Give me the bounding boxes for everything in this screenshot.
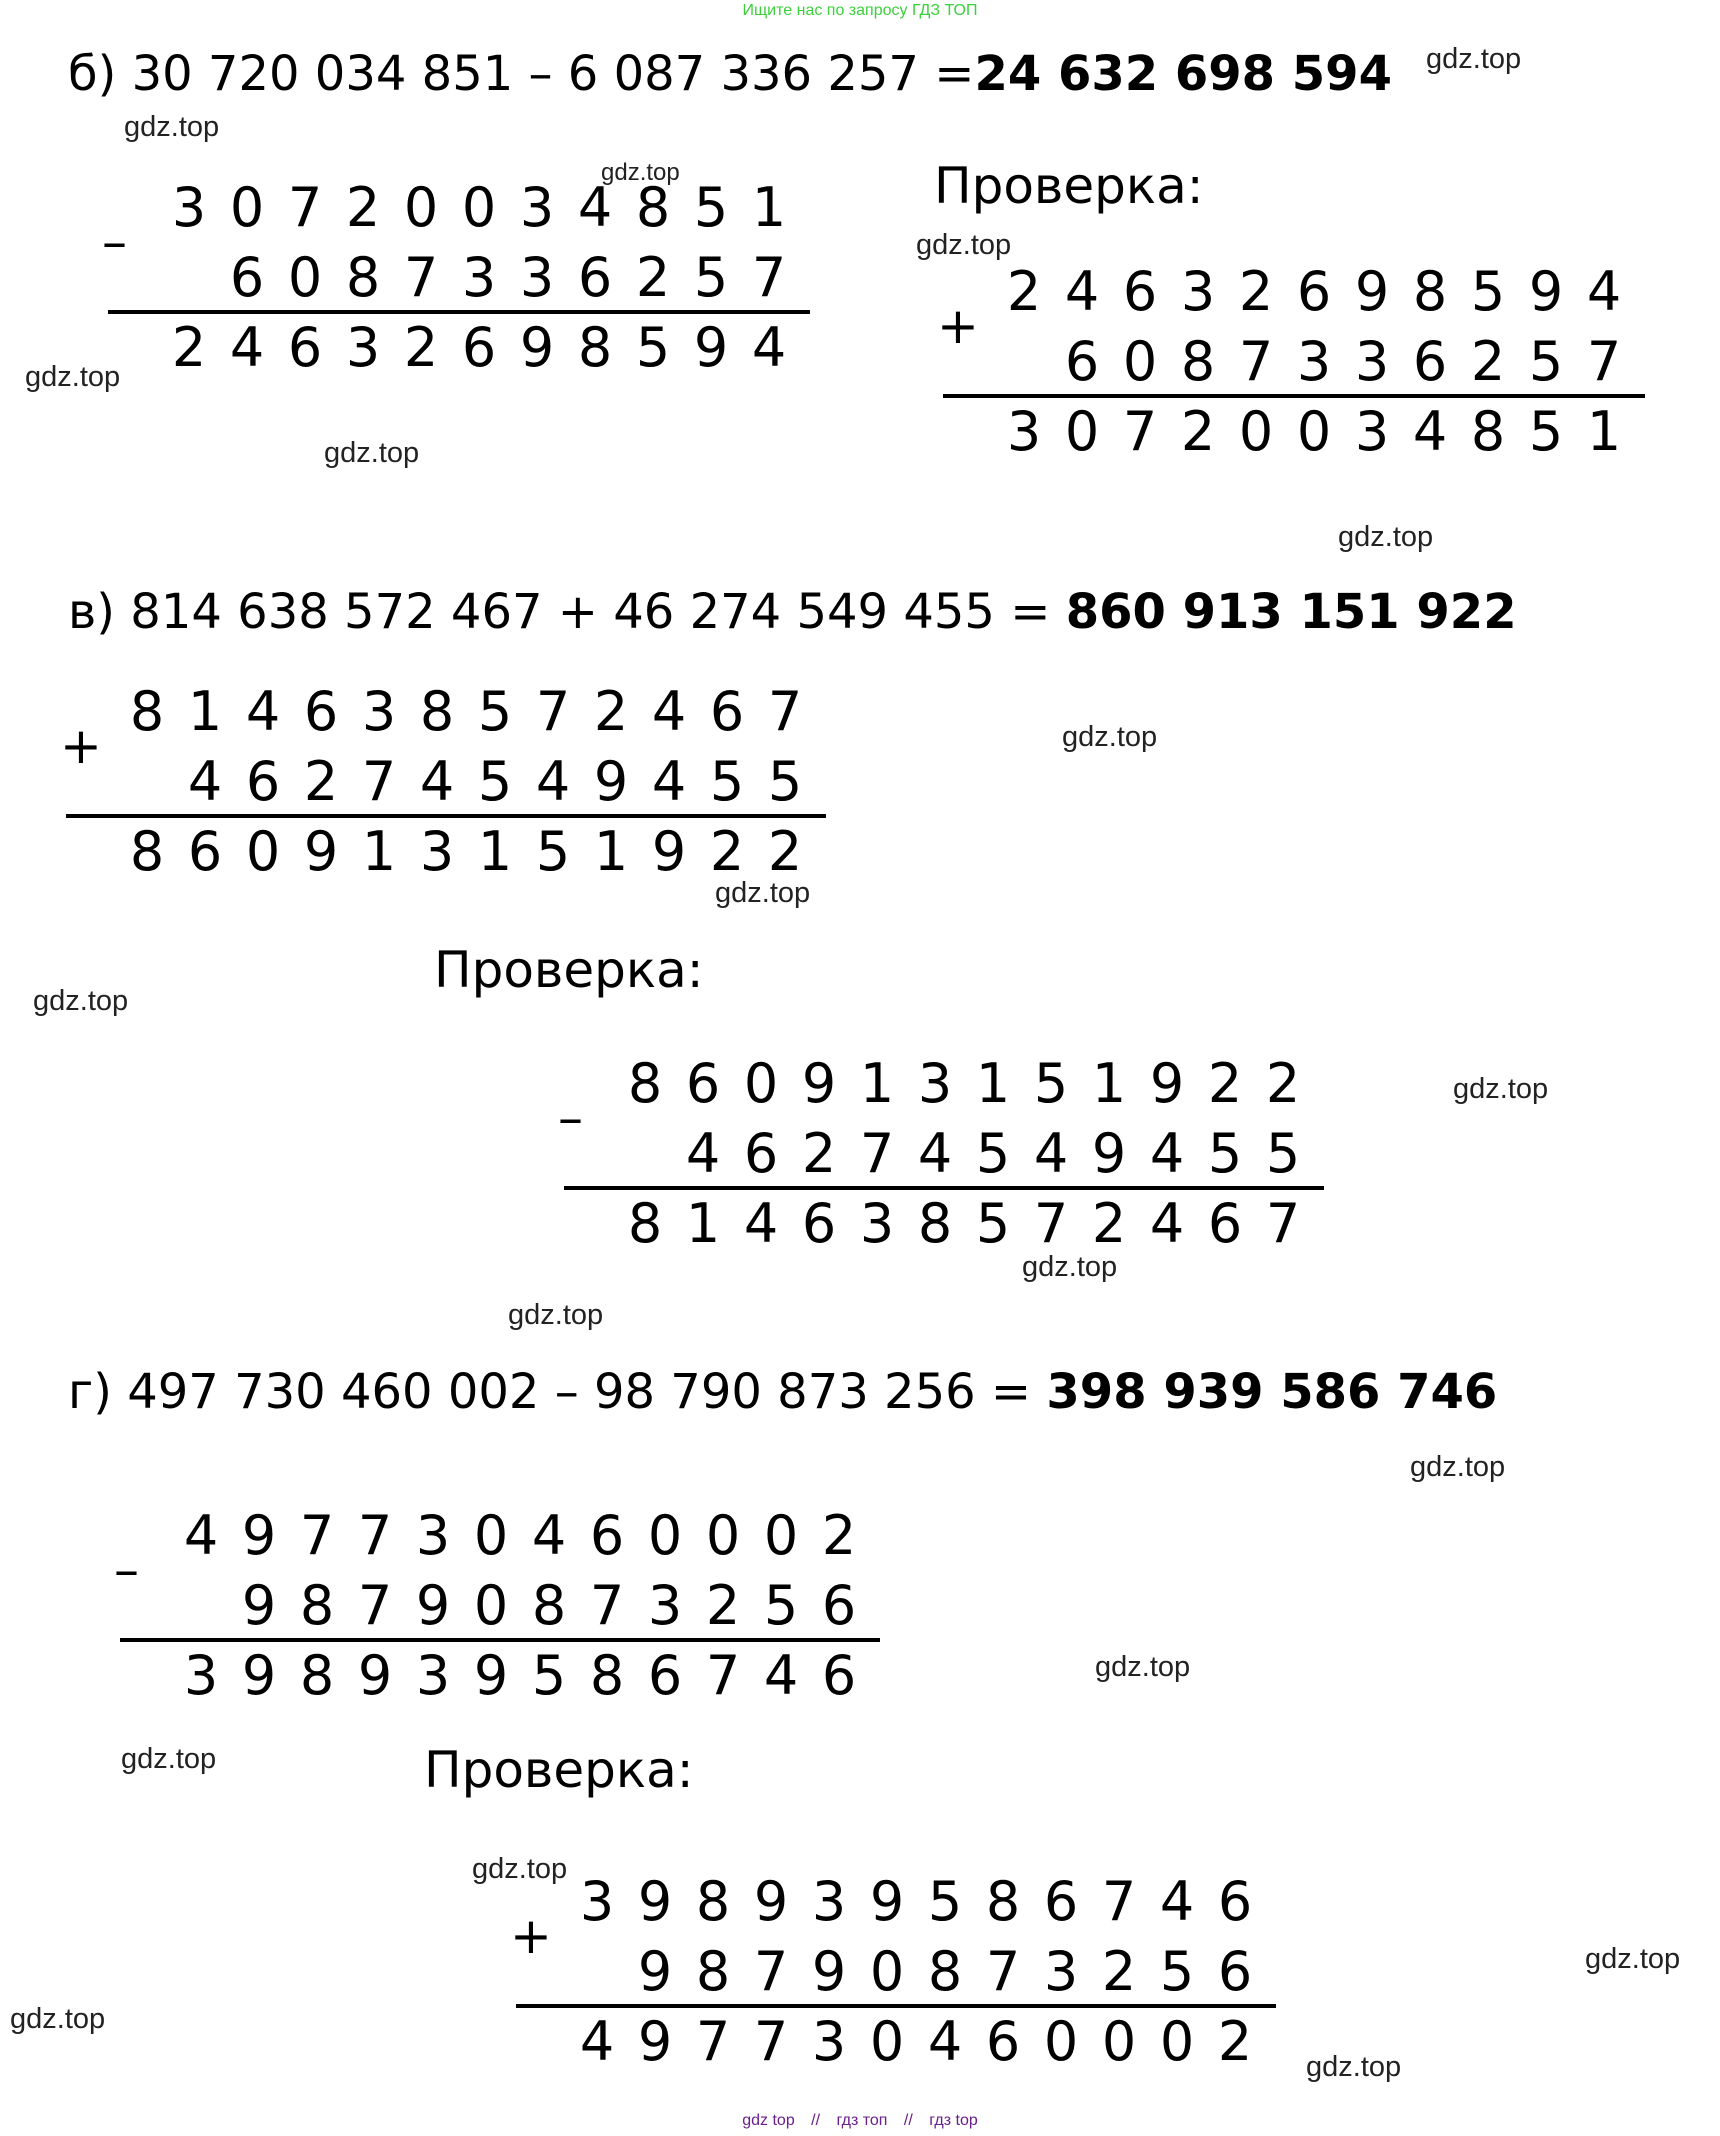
digit: 9: [519, 316, 555, 379]
digit: 4: [419, 750, 455, 813]
digit: 6: [821, 1644, 857, 1707]
digit: 5: [1528, 400, 1564, 463]
part-g-expression: г) 497 730 460 002 – 98 790 873 256 =: [68, 1364, 1047, 1420]
digit: 0: [403, 176, 439, 239]
digit: 3: [519, 176, 555, 239]
digit: 4: [1064, 260, 1100, 323]
digit: 9: [637, 1940, 673, 2003]
digit: 2: [709, 820, 745, 883]
digit: 1: [187, 680, 223, 743]
digit: 7: [1101, 1870, 1137, 1933]
watermark: gdz.top: [121, 1743, 217, 1775]
watermark: gdz.top: [1453, 1073, 1549, 1105]
digit: 0: [1238, 400, 1274, 463]
column-rule: [943, 394, 1645, 398]
bottom-banner-item: gdz top: [742, 2112, 795, 2129]
plus-sign: +: [510, 1907, 552, 1965]
column-rule: [564, 1186, 1324, 1190]
watermark: gdz.top: [124, 111, 220, 143]
digit: 3: [1180, 260, 1216, 323]
digit: 2: [767, 820, 803, 883]
digit: 0: [287, 246, 323, 309]
digit: 7: [357, 1504, 393, 1567]
digit: 4: [579, 2010, 615, 2073]
digit: 4: [917, 1122, 953, 1185]
digit: 5: [763, 1574, 799, 1637]
digit: 4: [763, 1644, 799, 1707]
part-b-check-label: Проверка:: [934, 157, 1204, 215]
watermark: gdz.top: [324, 437, 420, 469]
column-rule: [120, 1638, 880, 1642]
digit: 6: [1217, 1940, 1253, 2003]
column-rule: [108, 310, 810, 314]
watermark: gdz.top: [33, 985, 129, 1017]
digit: 7: [753, 2010, 789, 2073]
digit: 8: [927, 1940, 963, 2003]
digit: 7: [589, 1574, 625, 1637]
digit: 8: [419, 680, 455, 743]
digit: 5: [531, 1644, 567, 1707]
digit: 4: [651, 750, 687, 813]
digit: 5: [477, 680, 513, 743]
digit: 5: [709, 750, 745, 813]
digit: 3: [361, 680, 397, 743]
digit: 4: [183, 1504, 219, 1567]
digit: 3: [415, 1504, 451, 1567]
digit: 9: [241, 1644, 277, 1707]
digit: 9: [241, 1504, 277, 1567]
digit: 6: [1296, 260, 1332, 323]
digit: 3: [461, 246, 497, 309]
digit: 6: [1207, 1192, 1243, 1255]
digit: 0: [1159, 2010, 1195, 2073]
watermark: gdz.top: [1426, 43, 1522, 75]
digit: 1: [685, 1192, 721, 1255]
digit: 7: [361, 750, 397, 813]
digit: 1: [751, 176, 787, 239]
digit: 1: [361, 820, 397, 883]
digit: 8: [635, 176, 671, 239]
digit: 2: [801, 1122, 837, 1185]
digit: 0: [869, 2010, 905, 2073]
digit: 0: [461, 176, 497, 239]
digit: 9: [1149, 1052, 1185, 1115]
digit: 2: [1238, 260, 1274, 323]
digit: 5: [927, 1870, 963, 1933]
digit: 6: [589, 1504, 625, 1567]
part-b-expression: б) 30 720 034 851 – 6 087 336 257 =: [68, 46, 975, 102]
bottom-banner-item: гдз top: [929, 2112, 978, 2129]
digit: 3: [811, 1870, 847, 1933]
watermark: gdz.top: [1095, 1651, 1191, 1683]
plus-sign: +: [60, 717, 102, 775]
digit: 5: [767, 750, 803, 813]
digit: 3: [183, 1644, 219, 1707]
digit: 3: [579, 1870, 615, 1933]
digit: 6: [245, 750, 281, 813]
digit: 8: [299, 1644, 335, 1707]
digit: 0: [1043, 2010, 1079, 2073]
digit: 9: [357, 1644, 393, 1707]
digit: 7: [753, 1940, 789, 2003]
part-b-header: [68, 44, 1392, 104]
digit: 8: [695, 1870, 731, 1933]
digit: 7: [767, 680, 803, 743]
digit: 5: [1528, 330, 1564, 393]
digit: 2: [1006, 260, 1042, 323]
digit: 4: [577, 176, 613, 239]
digit: 7: [1238, 330, 1274, 393]
digit: 4: [531, 1504, 567, 1567]
digit: 8: [695, 1940, 731, 2003]
digit: 4: [1149, 1122, 1185, 1185]
digit: 5: [477, 750, 513, 813]
digit: 2: [345, 176, 381, 239]
digit: 9: [1354, 260, 1390, 323]
digit: 9: [241, 1574, 277, 1637]
digit: 3: [171, 176, 207, 239]
digit: 5: [1033, 1052, 1069, 1115]
digit: 4: [187, 750, 223, 813]
digit: 4: [751, 316, 787, 379]
digit: 9: [637, 1870, 673, 1933]
digit: 5: [1265, 1122, 1301, 1185]
digit: 6: [1122, 260, 1158, 323]
watermark: gdz.top: [25, 361, 121, 393]
digit: 7: [1122, 400, 1158, 463]
digit: 8: [531, 1574, 567, 1637]
digit: 4: [1586, 260, 1622, 323]
top-banner: Ищите нас по запросу ГДЗ ТОП: [742, 2, 978, 19]
digit: 6: [743, 1122, 779, 1185]
digit: 7: [705, 1644, 741, 1707]
digit: 6: [821, 1574, 857, 1637]
digit: 9: [651, 820, 687, 883]
bottom-banner-item: гдз топ: [836, 2112, 888, 2129]
digit: 6: [985, 2010, 1021, 2073]
digit: 0: [763, 1504, 799, 1567]
digit: 1: [1586, 400, 1622, 463]
digit: 7: [859, 1122, 895, 1185]
digit: 4: [743, 1192, 779, 1255]
digit: 7: [287, 176, 323, 239]
part-v-check-label: Проверка:: [434, 941, 704, 999]
digit: 3: [519, 246, 555, 309]
digit: 6: [801, 1192, 837, 1255]
digit: 5: [975, 1122, 1011, 1185]
watermark: gdz.top: [10, 2003, 106, 2035]
digit: 7: [1586, 330, 1622, 393]
digit: 2: [705, 1574, 741, 1637]
digit: 8: [1470, 400, 1506, 463]
digit: 2: [1470, 330, 1506, 393]
digit: 9: [473, 1644, 509, 1707]
digit: 7: [357, 1574, 393, 1637]
digit: 8: [1412, 260, 1448, 323]
minus-sign: –: [102, 213, 127, 271]
digit: 6: [1412, 330, 1448, 393]
digit: 6: [685, 1052, 721, 1115]
watermark: gdz.top: [1022, 1251, 1118, 1283]
digit: 5: [1159, 1940, 1195, 2003]
digit: 0: [743, 1052, 779, 1115]
digit: 2: [635, 246, 671, 309]
digit: 9: [1528, 260, 1564, 323]
digit: 4: [1159, 1870, 1195, 1933]
digit: 2: [593, 680, 629, 743]
digit: 3: [859, 1192, 895, 1255]
digit: 9: [869, 1870, 905, 1933]
digit: 8: [627, 1052, 663, 1115]
digit: 6: [1043, 1870, 1079, 1933]
digit: 2: [403, 316, 439, 379]
digit: 1: [975, 1052, 1011, 1115]
digit: 0: [869, 1940, 905, 2003]
digit: 2: [171, 316, 207, 379]
digit: 5: [1470, 260, 1506, 323]
digit: 9: [753, 1870, 789, 1933]
digit: 0: [1064, 400, 1100, 463]
digit: 8: [917, 1192, 953, 1255]
digit: 0: [1296, 400, 1332, 463]
digit: 0: [1122, 330, 1158, 393]
digit: 3: [811, 2010, 847, 2073]
digit: 5: [693, 246, 729, 309]
watermark: gdz.top: [1062, 721, 1158, 753]
digit: 9: [637, 2010, 673, 2073]
digit: 8: [1180, 330, 1216, 393]
digit: 2: [1180, 400, 1216, 463]
digit: 5: [535, 820, 571, 883]
bottom-banner-separator: //: [811, 2112, 821, 2129]
digit: 5: [635, 316, 671, 379]
digit: 8: [345, 246, 381, 309]
part-g-answer: 398 939 586 746: [1046, 1364, 1498, 1420]
digit: 9: [811, 1940, 847, 2003]
digit: 3: [1354, 330, 1390, 393]
digit: 4: [927, 2010, 963, 2073]
digit: 5: [975, 1192, 1011, 1255]
digit: 8: [577, 316, 613, 379]
digit: 7: [985, 1940, 1021, 2003]
digit: 3: [1354, 400, 1390, 463]
digit: 7: [535, 680, 571, 743]
digit: 6: [187, 820, 223, 883]
bottom-banner-separator: //: [903, 2112, 913, 2129]
digit: 9: [1091, 1122, 1127, 1185]
digit: 7: [299, 1504, 335, 1567]
digit: 0: [473, 1574, 509, 1637]
watermark: gdz.top: [508, 1299, 604, 1331]
digit: 6: [1217, 1870, 1253, 1933]
digit: 8: [627, 1192, 663, 1255]
digit: 8: [129, 820, 165, 883]
digit: 6: [229, 246, 265, 309]
digit: 3: [345, 316, 381, 379]
digit: 2: [1217, 2010, 1253, 2073]
digit: 3: [917, 1052, 953, 1115]
digit: 5: [1207, 1122, 1243, 1185]
digit: 0: [1101, 2010, 1137, 2073]
watermark: gdz.top: [1585, 1943, 1681, 1975]
digit: 1: [477, 820, 513, 883]
digit: 4: [229, 316, 265, 379]
digit: 6: [1064, 330, 1100, 393]
digit: 3: [647, 1574, 683, 1637]
digit: 4: [245, 680, 281, 743]
digit: 0: [705, 1504, 741, 1567]
part-v-header: [68, 582, 1517, 642]
part-g-header: [68, 1362, 1497, 1422]
digit: 9: [303, 820, 339, 883]
digit: 7: [1265, 1192, 1301, 1255]
digit: 3: [1006, 400, 1042, 463]
digit: 0: [229, 176, 265, 239]
digit: 2: [303, 750, 339, 813]
digit: 1: [859, 1052, 895, 1115]
watermark: gdz.top: [715, 877, 811, 909]
digit: 8: [299, 1574, 335, 1637]
digit: 3: [1043, 1940, 1079, 2003]
digit: 0: [647, 1504, 683, 1567]
digit: 3: [419, 820, 455, 883]
digit: 6: [647, 1644, 683, 1707]
digit: 9: [801, 1052, 837, 1115]
digit: 4: [651, 680, 687, 743]
digit: 6: [461, 316, 497, 379]
digit: 2: [1265, 1052, 1301, 1115]
digit: 6: [287, 316, 323, 379]
watermark: gdz.top: [601, 159, 680, 186]
watermark: gdz.top: [1338, 521, 1434, 553]
digit: 4: [1412, 400, 1448, 463]
digit: 7: [695, 2010, 731, 2073]
part-b-answer: 24 632 698 594: [974, 46, 1392, 102]
digit: 7: [403, 246, 439, 309]
digit: 2: [1101, 1940, 1137, 2003]
bottom-banner: [0, 2110, 1720, 2132]
watermark: gdz.top: [472, 1853, 568, 1885]
column-rule: [66, 814, 826, 818]
digit: 4: [1033, 1122, 1069, 1185]
digit: 1: [593, 820, 629, 883]
digit: 7: [751, 246, 787, 309]
digit: 6: [709, 680, 745, 743]
digit: 1: [1091, 1052, 1127, 1115]
digit: 6: [303, 680, 339, 743]
digit: 2: [821, 1504, 857, 1567]
digit: 4: [685, 1122, 721, 1185]
digit: 7: [1033, 1192, 1069, 1255]
digit: 0: [245, 820, 281, 883]
digit: 9: [693, 316, 729, 379]
digit: 4: [1149, 1192, 1185, 1255]
part-g-check-label: Проверка:: [424, 1741, 694, 1799]
digit: 8: [129, 680, 165, 743]
digit: 8: [985, 1870, 1021, 1933]
watermark: gdz.top: [1306, 2051, 1402, 2083]
digit: 3: [415, 1644, 451, 1707]
part-v-expression: в) 814 638 572 467 + 46 274 549 455 =: [68, 584, 1066, 640]
minus-sign: –: [114, 1541, 139, 1599]
digit: 2: [1091, 1192, 1127, 1255]
minus-sign: –: [558, 1089, 583, 1147]
digit: 2: [1207, 1052, 1243, 1115]
watermark: gdz.top: [916, 229, 1012, 261]
watermark: gdz.top: [1410, 1451, 1506, 1483]
digit: 9: [593, 750, 629, 813]
column-rule: [516, 2004, 1276, 2008]
digit: 8: [589, 1644, 625, 1707]
digit: 9: [415, 1574, 451, 1637]
plus-sign: +: [937, 297, 979, 355]
digit: 0: [473, 1504, 509, 1567]
digit: 5: [693, 176, 729, 239]
digit: 3: [1296, 330, 1332, 393]
part-v-answer: 860 913 151 922: [1065, 584, 1517, 640]
digit: 4: [535, 750, 571, 813]
digit: 6: [577, 246, 613, 309]
